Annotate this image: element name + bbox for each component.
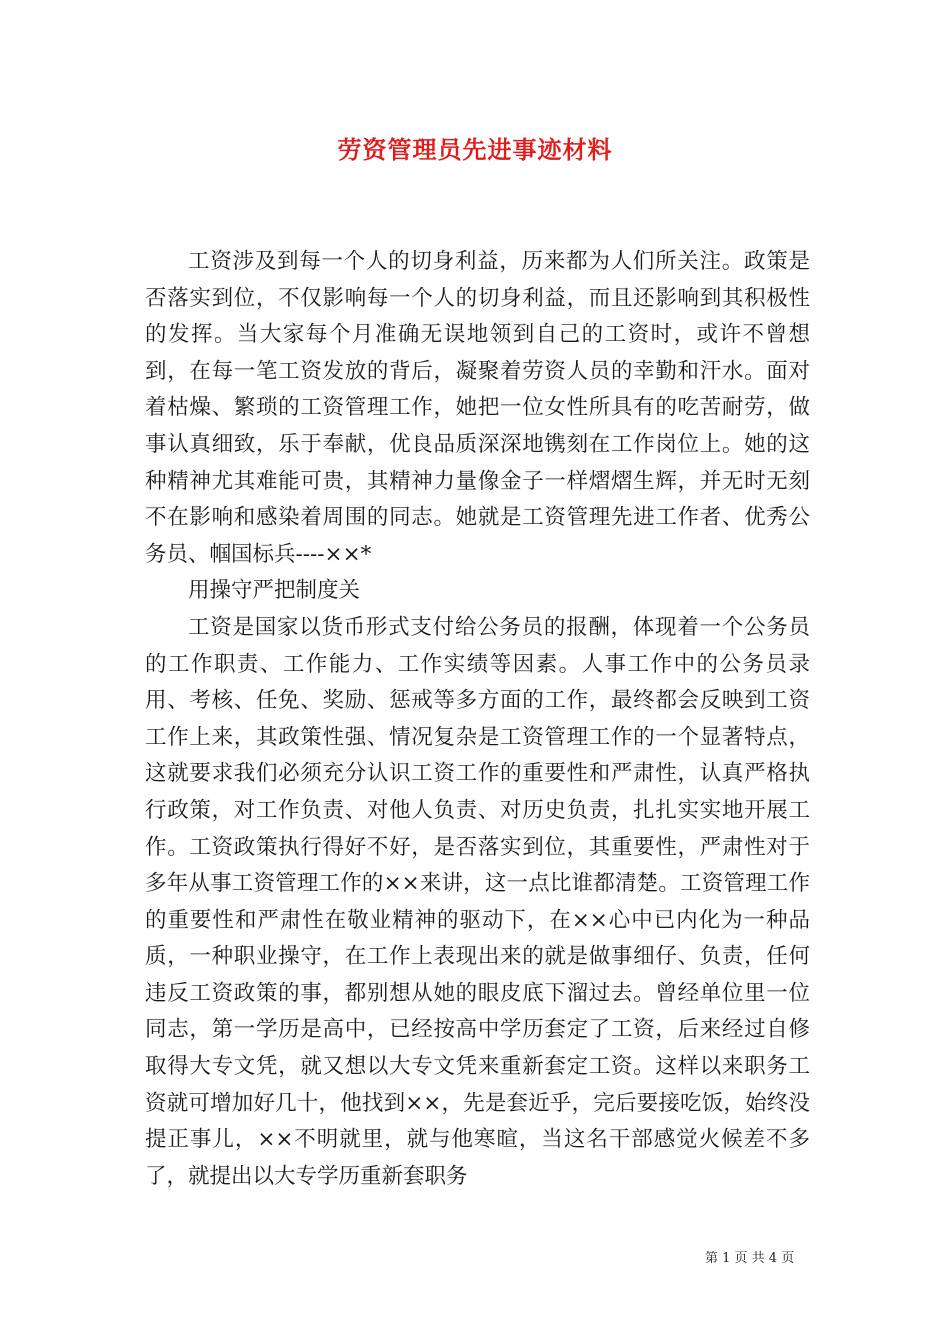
- document-body: [145, 244, 810, 1195]
- paragraph-main: 工资是国家以货币形式支付给公务员的报酬，体现着一个公务员的工作职责、工作能力、工作实绩等因素。人事工作中的公务员录用、考核、任免、奖励、惩戒等多方面的工作，最终都会反映到工资工作上来，其政策性强、情况复杂是工资管理工作的一个显著特点，这就要求我们必须充分认识工资工作的重要性和严肃性，认真严格执行政策，对工作负责、对他人负责、对历史负责，扎扎实实地开展工作。工资政策执行得好不好，是否落实到位，其重要性，严肃性对于多年从事工资管理工作的××来讲，这一点比谁都清楚。工资管理工作的重要性和严肃性在敬业精神的驱动下，在××心中已内化为一种品质，一种职业操守，在工作上表现出来的就是做事细仔、负责，任何违反工资政策的事，都别想从她的眼皮底下溜过去。曾经单位里一位同志，第一学历是高中，已经按高中学历套定了工资，后来经过自修取得大专文凭，就又想以大专文凭来重新套定工资。这样以来职务工资就可增加好几十，他找到××，先是套近乎，完后要接吃饭，始终没提正事儿，××不明就里，就与他寒暄，当这名干部感觉火候差不多了，就提出以大专学历重新套职务: [145, 614, 810, 1189]
- page-number-footer: 第 1 页 共 4 页: [705, 1251, 795, 1266]
- paragraph-section-heading: 用操守严把制度关: [188, 578, 361, 604]
- paragraph-intro: 工资涉及到每一个人的切身利益，历来都为人们所关注。政策是否落实到位，不仅影响每一个人的切身利益，而且还影响到其积极性的发挥。当大家每个月准确无误地领到自己的工资时，或许不曾想到，在每一笔工资发放的背后，凝聚着劳资人员的幸勤和汗水。面对着枯燥、繁琐的工资管理工作，她把一位女性所具有的吃苦耐劳，做事认真细致，乐于奉献，优良品质深深地镌刻在工作岗位上。她的这种精神尤其难能可贵，其精神力量像金子一样熠熠生辉，并无时无刻不在影响和感染着周围的同志。她就是工资管理先进工作者、优秀公务员、帼国标兵----××*: [145, 249, 810, 567]
- document-title: 劳资管理员先进事迹材料: [337, 135, 613, 164]
